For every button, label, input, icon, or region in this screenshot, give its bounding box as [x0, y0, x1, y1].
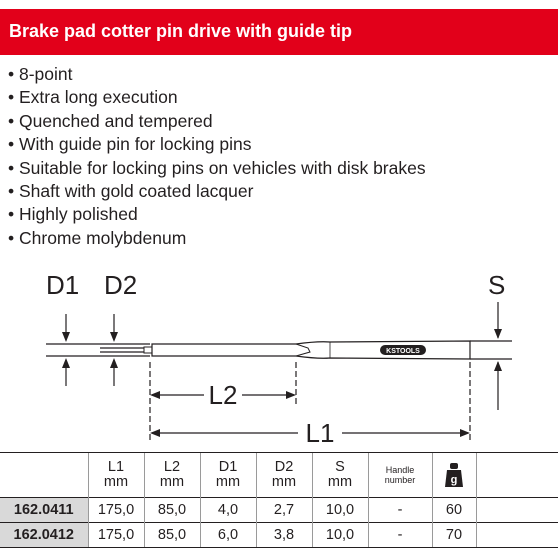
arrowhead	[110, 358, 118, 368]
feature-list	[8, 63, 426, 250]
list-item	[8, 110, 426, 133]
table-row	[0, 498, 558, 523]
cell-handle: -	[368, 498, 432, 523]
col-s-header: S mm	[312, 453, 368, 498]
page-title: Brake pad cotter pin drive with guide tip	[9, 21, 353, 41]
cell-weight: 70	[432, 523, 476, 548]
weight-icon	[444, 462, 464, 488]
cell-s: 10,0	[312, 523, 368, 548]
s-label: S	[488, 270, 506, 300]
cell-d1: 4,0	[200, 498, 256, 523]
cell-d2: 3,8	[256, 523, 312, 548]
bullet: •	[8, 64, 15, 84]
col-weight-header	[432, 453, 476, 498]
arrowhead	[494, 329, 502, 339]
cell-d1: 6,0	[200, 523, 256, 548]
svg-text:g: g	[450, 474, 458, 486]
table-header-row	[0, 453, 558, 498]
feature-text: 8-point	[19, 64, 73, 84]
arrowhead	[460, 429, 470, 437]
spec-table	[0, 452, 558, 548]
feature-text: Suitable for locking pins on vehicles with disk brakes	[19, 157, 426, 178]
col-l2-header: L2 mm	[144, 453, 200, 498]
article-header	[0, 453, 88, 498]
table-row	[0, 523, 558, 548]
cell-d2: 2,7	[256, 498, 312, 523]
bullet: •	[8, 110, 15, 131]
arrowhead	[494, 361, 502, 371]
cell-l1: 175,0	[88, 523, 144, 548]
bullet: •	[8, 227, 15, 248]
cell-s: 10,0	[312, 498, 368, 523]
bullet: •	[8, 157, 15, 178]
list-item	[8, 86, 426, 109]
brand-logo: KSTOOLS	[386, 348, 420, 355]
arrowhead	[150, 391, 160, 399]
cell-l2: 85,0	[144, 523, 200, 548]
d1-label: D1	[46, 270, 80, 300]
col-handle-header: Handle number	[368, 453, 432, 498]
feature-text: With guide pin for locking pins	[19, 134, 252, 155]
bullet: •	[8, 204, 15, 225]
cell-handle: -	[368, 523, 432, 548]
article-number: 162.0412	[0, 523, 88, 548]
l1-label: L1	[305, 418, 335, 448]
feature-text: Quenched and tempered	[19, 110, 213, 131]
col-l1-header: L1 mm	[88, 453, 144, 498]
col-blank-header	[476, 453, 558, 498]
title-banner	[0, 9, 558, 55]
list-item	[8, 133, 426, 156]
feature-text: Extra long execution	[19, 87, 178, 108]
cell-blank	[476, 498, 558, 523]
tool-shape	[144, 341, 470, 359]
arrowhead	[62, 332, 70, 342]
bullet: •	[8, 134, 15, 155]
arrowhead	[286, 391, 296, 399]
feature-text: Highly polished	[19, 204, 138, 225]
list-item	[8, 180, 426, 203]
l2-label: L2	[208, 380, 238, 410]
cell-l2: 85,0	[144, 498, 200, 523]
article-number: 162.0411	[0, 498, 88, 523]
bullet: •	[8, 181, 15, 202]
feature-text: Chrome molybdenum	[19, 227, 187, 248]
cell-l1: 175,0	[88, 498, 144, 523]
col-d2-header: D2 mm	[256, 453, 312, 498]
d2-label: D2	[104, 270, 138, 300]
col-d1-header: D1 mm	[200, 453, 256, 498]
list-item	[8, 227, 426, 250]
arrowhead	[150, 429, 160, 437]
cell-blank	[476, 523, 558, 548]
list-item	[8, 63, 426, 86]
cell-weight: 60	[432, 498, 476, 523]
list-item	[8, 157, 426, 180]
tool-diagram	[0, 262, 558, 450]
arrowhead	[62, 358, 70, 368]
list-item	[8, 203, 426, 226]
arrowhead	[110, 332, 118, 342]
feature-text: Shaft with gold coated lacquer	[19, 181, 254, 202]
bullet: •	[8, 87, 15, 108]
